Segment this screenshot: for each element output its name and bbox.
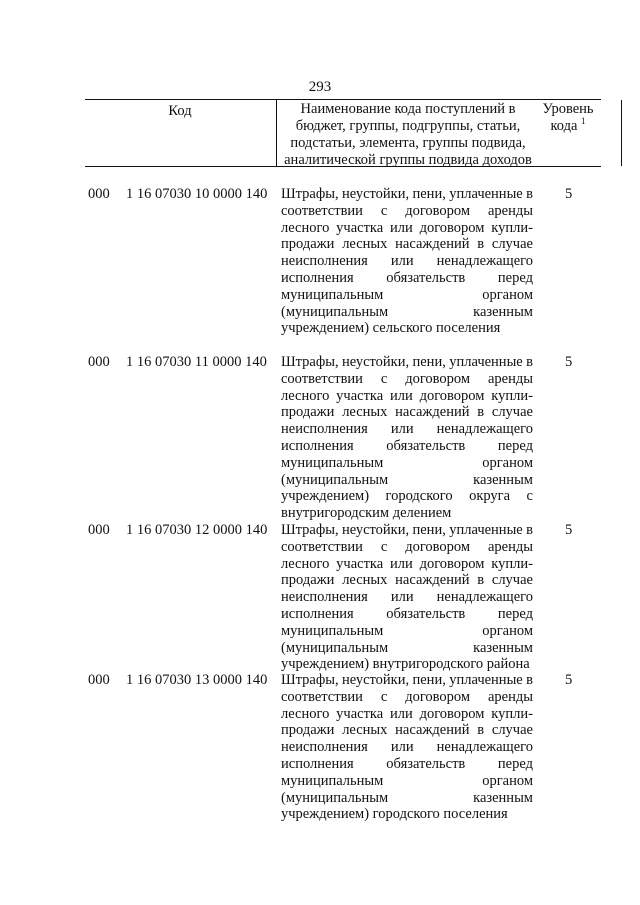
description-line bbox=[281, 488, 533, 505]
description-word: учреждением) bbox=[281, 806, 370, 823]
header-name-line: бюджет, группы, подгруппы, статьи, bbox=[295, 118, 521, 134]
description-line bbox=[281, 371, 533, 388]
description-word: исполнения bbox=[281, 437, 354, 454]
description-word: внутригородского bbox=[372, 656, 484, 673]
description-word: казенным bbox=[473, 303, 533, 320]
description-word: продажи bbox=[281, 722, 335, 739]
description-word: Штрафы, bbox=[281, 354, 339, 370]
description-word: неисполнения bbox=[281, 589, 368, 606]
description-word: учреждением) bbox=[281, 488, 370, 505]
description-word: договором bbox=[419, 219, 485, 236]
description-word: учреждением) bbox=[281, 320, 370, 337]
description-word: аренды bbox=[487, 370, 533, 387]
header-code: Код bbox=[168, 103, 192, 119]
description-word: перед bbox=[497, 605, 533, 622]
description-line bbox=[281, 505, 533, 522]
description-word: перед bbox=[497, 755, 533, 772]
description-word: или bbox=[390, 253, 414, 270]
description-word: ненадлежащего bbox=[436, 253, 533, 270]
description-line bbox=[281, 539, 533, 556]
description-word: в bbox=[526, 672, 533, 688]
header-name-line: аналитической группы подвида доходов bbox=[284, 152, 532, 168]
revenue-description bbox=[281, 522, 533, 673]
description-word: договором bbox=[419, 555, 485, 572]
description-word: купли- bbox=[491, 555, 533, 572]
description-word: перед bbox=[497, 437, 533, 454]
description-word: делением bbox=[392, 505, 452, 522]
description-word: или bbox=[390, 421, 414, 438]
description-word: договором bbox=[405, 202, 471, 219]
description-word: договором bbox=[419, 705, 485, 722]
description-word: в bbox=[477, 236, 485, 253]
description-word: лесных bbox=[342, 404, 388, 421]
description-word: органом bbox=[482, 454, 533, 471]
description-word: (муниципальным bbox=[281, 789, 389, 806]
description-word: или bbox=[390, 705, 413, 722]
description-word: неустойки, bbox=[341, 354, 410, 370]
description-word: Штрафы, bbox=[281, 522, 339, 538]
description-line bbox=[281, 220, 533, 237]
description-word: или bbox=[390, 739, 414, 756]
description-word: муниципальным bbox=[281, 622, 384, 639]
revenue-code: 1 16 07030 10 0000 140 bbox=[126, 186, 268, 202]
description-word: купли- bbox=[491, 387, 533, 404]
description-word: исполнения bbox=[281, 269, 354, 286]
description-word: аренды bbox=[487, 688, 533, 705]
description-word: внутригородским bbox=[281, 505, 390, 522]
page-number: 293 bbox=[308, 79, 332, 95]
description-word: договором bbox=[405, 370, 471, 387]
column-divider bbox=[621, 100, 622, 166]
description-word: обязательств bbox=[386, 437, 466, 454]
description-word: купли- bbox=[491, 705, 533, 722]
description-word: казенным bbox=[473, 639, 533, 656]
description-word: учреждением) bbox=[281, 656, 370, 673]
description-word: неисполнения bbox=[281, 421, 368, 438]
revenue-description bbox=[281, 186, 533, 337]
description-word: ненадлежащего bbox=[436, 421, 533, 438]
header-level-line bbox=[537, 118, 599, 135]
description-word: продажи bbox=[281, 572, 335, 589]
description-word: пени, bbox=[412, 186, 446, 202]
description-word: исполнения bbox=[281, 755, 354, 772]
description-word: случае bbox=[491, 404, 533, 421]
revenue-description bbox=[281, 672, 533, 823]
description-word: участка bbox=[336, 705, 384, 722]
description-word: района bbox=[486, 656, 530, 673]
description-word: (муниципальным bbox=[281, 639, 389, 656]
description-line bbox=[281, 706, 533, 723]
description-line bbox=[281, 572, 533, 589]
admin-code: 000 bbox=[88, 186, 110, 202]
description-word: казенным bbox=[473, 789, 533, 806]
description-line bbox=[281, 186, 533, 203]
description-word: случае bbox=[491, 236, 533, 253]
description-word: с bbox=[526, 488, 533, 505]
revenue-description bbox=[281, 354, 533, 522]
header-name bbox=[277, 101, 539, 169]
description-word: неустойки, bbox=[341, 186, 410, 202]
description-line bbox=[281, 304, 533, 321]
description-line bbox=[281, 773, 533, 790]
description-word: участка bbox=[336, 555, 384, 572]
description-line bbox=[281, 253, 533, 270]
description-word: неустойки, bbox=[341, 672, 410, 688]
description-word: в bbox=[477, 722, 485, 739]
description-word: Штрафы, bbox=[281, 672, 339, 688]
description-word: насаждений bbox=[395, 722, 470, 739]
description-line bbox=[281, 656, 533, 673]
description-word: городского bbox=[385, 488, 453, 505]
description-line bbox=[281, 236, 533, 253]
description-line bbox=[281, 320, 533, 337]
description-word: участка bbox=[336, 219, 384, 236]
description-word: участка bbox=[336, 387, 384, 404]
description-line bbox=[281, 623, 533, 640]
description-word: соответствии bbox=[281, 370, 363, 387]
description-word: округа bbox=[469, 488, 511, 505]
description-word: насаждений bbox=[395, 236, 470, 253]
description-line bbox=[281, 354, 533, 371]
description-word: аренды bbox=[487, 202, 533, 219]
description-word: ненадлежащего bbox=[436, 589, 533, 606]
header-level-kod: кода bbox=[550, 118, 578, 134]
description-word: в bbox=[526, 354, 533, 370]
description-word: муниципальным bbox=[281, 454, 384, 471]
description-word: соответствии bbox=[281, 688, 363, 705]
description-word: договором bbox=[405, 538, 471, 555]
description-word: уплаченные bbox=[449, 354, 523, 370]
description-word: или bbox=[390, 219, 413, 236]
description-word: перед bbox=[497, 269, 533, 286]
description-line bbox=[281, 270, 533, 287]
description-word: лесного bbox=[281, 387, 330, 404]
description-word: в bbox=[526, 522, 533, 538]
description-line bbox=[281, 606, 533, 623]
description-line bbox=[281, 404, 533, 421]
description-word: лесного bbox=[281, 705, 330, 722]
description-line bbox=[281, 556, 533, 573]
description-line bbox=[281, 739, 533, 756]
description-word: случае bbox=[491, 722, 533, 739]
description-word: или bbox=[390, 387, 413, 404]
header-name-line: подстатьи, элемента, группы подвида, bbox=[290, 135, 526, 151]
description-word: поселения bbox=[436, 320, 501, 337]
revenue-code: 1 16 07030 12 0000 140 bbox=[126, 522, 268, 538]
description-word: неисполнения bbox=[281, 739, 368, 756]
description-word: случае bbox=[491, 572, 533, 589]
description-word: или bbox=[390, 589, 414, 606]
description-word: исполнения bbox=[281, 605, 354, 622]
header-name-line: Наименование кода поступлений в bbox=[300, 101, 516, 117]
description-word: ненадлежащего bbox=[436, 739, 533, 756]
description-line bbox=[281, 455, 533, 472]
description-word: городского bbox=[372, 806, 440, 823]
description-word: уплаченные bbox=[449, 672, 523, 688]
description-word: муниципальным bbox=[281, 772, 384, 789]
description-word: органом bbox=[482, 772, 533, 789]
description-line bbox=[281, 689, 533, 706]
admin-code: 000 bbox=[88, 354, 110, 370]
description-word: аренды bbox=[487, 538, 533, 555]
header-level-line: Уровень bbox=[542, 101, 594, 117]
description-word: органом bbox=[482, 286, 533, 303]
description-word: с bbox=[380, 370, 388, 387]
description-line bbox=[281, 472, 533, 489]
description-word: соответствии bbox=[281, 538, 363, 555]
code-level: 5 bbox=[565, 522, 573, 538]
description-line bbox=[281, 756, 533, 773]
description-word: сельского bbox=[372, 320, 433, 337]
description-word: казенным bbox=[473, 471, 533, 488]
description-line bbox=[281, 640, 533, 657]
description-word: пени, bbox=[412, 522, 446, 538]
description-word: поселения bbox=[443, 806, 508, 823]
description-word: обязательств bbox=[386, 269, 466, 286]
admin-code: 000 bbox=[88, 672, 110, 688]
table-header bbox=[85, 99, 601, 167]
revenue-code: 1 16 07030 11 0000 140 bbox=[126, 354, 267, 370]
description-word: купли- bbox=[491, 219, 533, 236]
description-word: насаждений bbox=[395, 572, 470, 589]
description-line bbox=[281, 522, 533, 539]
description-word: пени, bbox=[412, 672, 446, 688]
description-word: уплаченные bbox=[449, 186, 523, 202]
description-line bbox=[281, 421, 533, 438]
description-word: соответствии bbox=[281, 202, 363, 219]
description-word: неисполнения bbox=[281, 253, 368, 270]
description-word: Штрафы, bbox=[281, 186, 339, 202]
code-level: 5 bbox=[565, 354, 573, 370]
description-word: договором bbox=[405, 688, 471, 705]
description-line bbox=[281, 672, 533, 689]
description-word: с bbox=[380, 538, 388, 555]
description-word: с bbox=[380, 688, 388, 705]
description-word: обязательств bbox=[386, 755, 466, 772]
description-line bbox=[281, 203, 533, 220]
description-word: муниципальным bbox=[281, 286, 384, 303]
description-word: в bbox=[477, 404, 485, 421]
description-word: с bbox=[380, 202, 388, 219]
description-word: лесных bbox=[342, 236, 388, 253]
description-line bbox=[281, 589, 533, 606]
description-line bbox=[281, 438, 533, 455]
description-word: неустойки, bbox=[341, 522, 410, 538]
description-word: продажи bbox=[281, 236, 335, 253]
description-word: в bbox=[477, 572, 485, 589]
description-line bbox=[281, 790, 533, 807]
header-level bbox=[537, 101, 599, 135]
description-word: договором bbox=[419, 387, 485, 404]
description-word: уплаченные bbox=[449, 522, 523, 538]
description-word: обязательств bbox=[386, 605, 466, 622]
description-word: в bbox=[526, 186, 533, 202]
admin-code: 000 bbox=[88, 522, 110, 538]
description-line bbox=[281, 806, 533, 823]
description-word: продажи bbox=[281, 404, 335, 421]
description-word: или bbox=[390, 555, 413, 572]
description-line bbox=[281, 722, 533, 739]
description-word: пени, bbox=[412, 354, 446, 370]
description-word: лесного bbox=[281, 219, 330, 236]
code-level: 5 bbox=[565, 186, 573, 202]
code-level: 5 bbox=[565, 672, 573, 688]
footnote-mark: 1 bbox=[581, 116, 586, 127]
description-word: лесных bbox=[342, 722, 388, 739]
description-line bbox=[281, 388, 533, 405]
description-line bbox=[281, 287, 533, 304]
description-word: насаждений bbox=[395, 404, 470, 421]
description-word: (муниципальным bbox=[281, 471, 389, 488]
description-word: органом bbox=[482, 622, 533, 639]
revenue-code: 1 16 07030 13 0000 140 bbox=[126, 672, 268, 688]
description-word: лесных bbox=[342, 572, 388, 589]
description-word: лесного bbox=[281, 555, 330, 572]
description-word: (муниципальным bbox=[281, 303, 389, 320]
